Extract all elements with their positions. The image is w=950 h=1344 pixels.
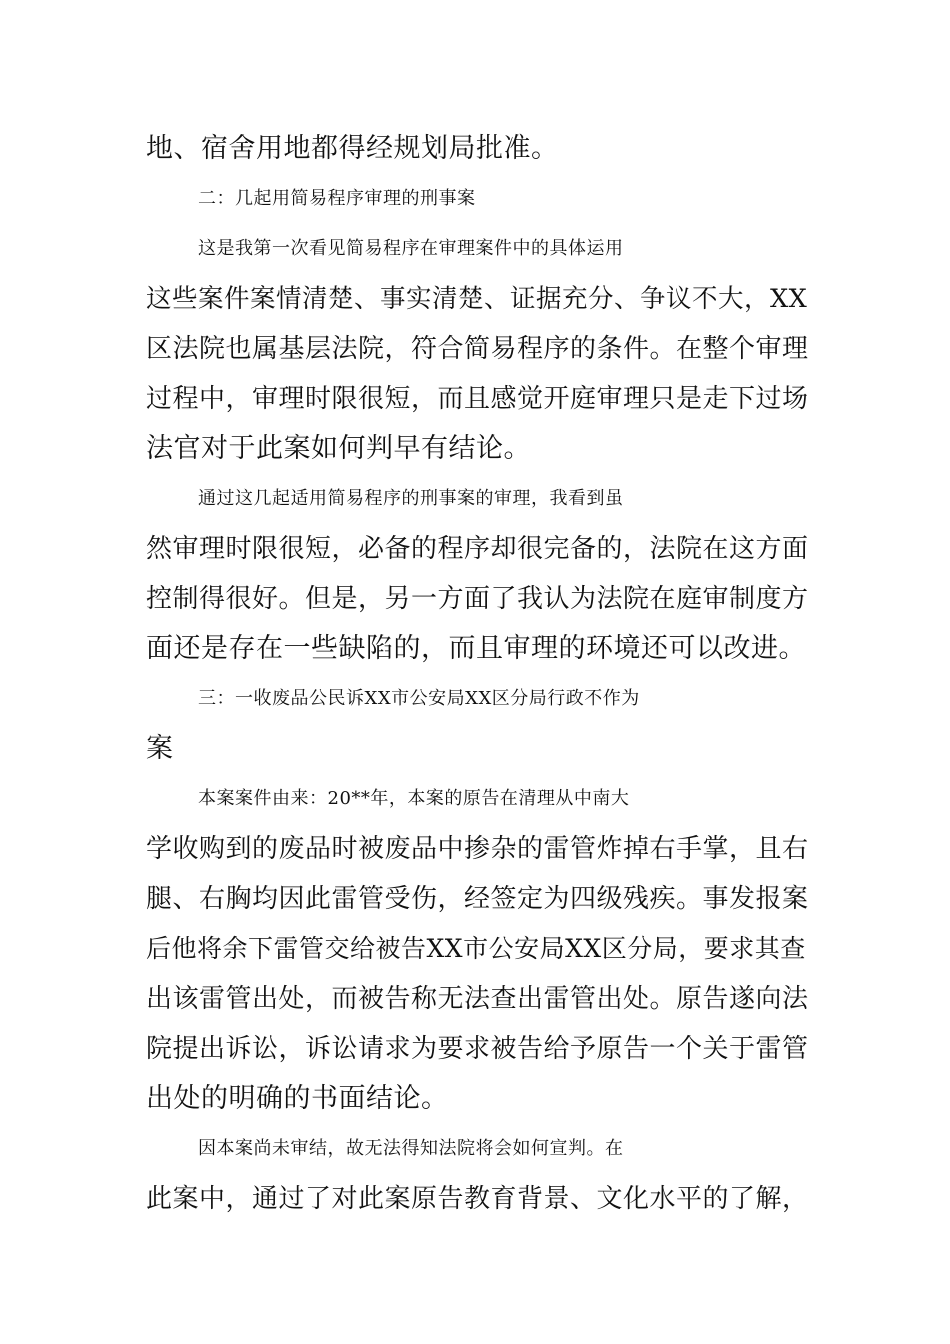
text-line: 后他将余下雷管交给被告XX市公安局XX区分局，要求其查 [146,934,806,963]
text-line: 出该雷管出处，而被告称无法查出雷管出处。原告遂向法 [146,984,809,1014]
section-heading: 二：几起用简易程序审理的刑事案 [198,188,476,209]
text-line: 这些案件案情清楚、事实清楚、证据充分、争议不大，XX [146,284,808,314]
section-heading-continued: 案 [146,733,174,764]
text-line: 然审理时限很短，必备的程序却很完备的，法院在这方面 [146,534,809,564]
text-line: 控制得很好。但是，另一方面了我认为法院在庭审制度方 [146,584,809,614]
text-line: 学收购到的废品时被废品中掺杂的雷管炸掉右手掌，且右 [146,834,809,864]
text-line: 区法院也属基层法院，符合简易程序的条件。在整个审理 [146,334,809,364]
text-line: 腿、右胸均因此雷管受伤，经签定为四级残疾。事发报案 [146,884,809,914]
text-line: 过程中，审理时限很短，而且感觉开庭审理只是走下过场 [146,384,809,414]
text-line: 通过这几起适用简易程序的刑事案的审理，我看到虽 [198,488,624,509]
text-line: 面还是存在一些缺陷的，而且审理的环境还可以改进。 [146,633,806,664]
text-line: 本案案件由来：20**年，本案的原告在清理从中南大 [198,788,630,809]
text-line: 因本案尚未审结，故无法得知法院将会如何宣判。在 [198,1138,624,1159]
section-heading: 三：一收废品公民诉XX市公安局XX区分局行政不作为 [198,688,640,709]
text-line: 院提出诉讼，诉讼请求为要求被告给予原告一个关于雷管 [146,1034,809,1064]
text-line: 法官对于此案如何判早有结论。 [146,433,531,464]
text-line: 出处的明确的书面结论。 [146,1083,449,1114]
text-line: 地、宿舍用地都得经规划局批准。 [146,133,559,164]
text-line: 此案中，通过了对此案原告教育背景、文化水平的了解， [146,1184,809,1214]
text-line: 这是我第一次看见简易程序在审理案件中的具体运用 [198,238,624,259]
